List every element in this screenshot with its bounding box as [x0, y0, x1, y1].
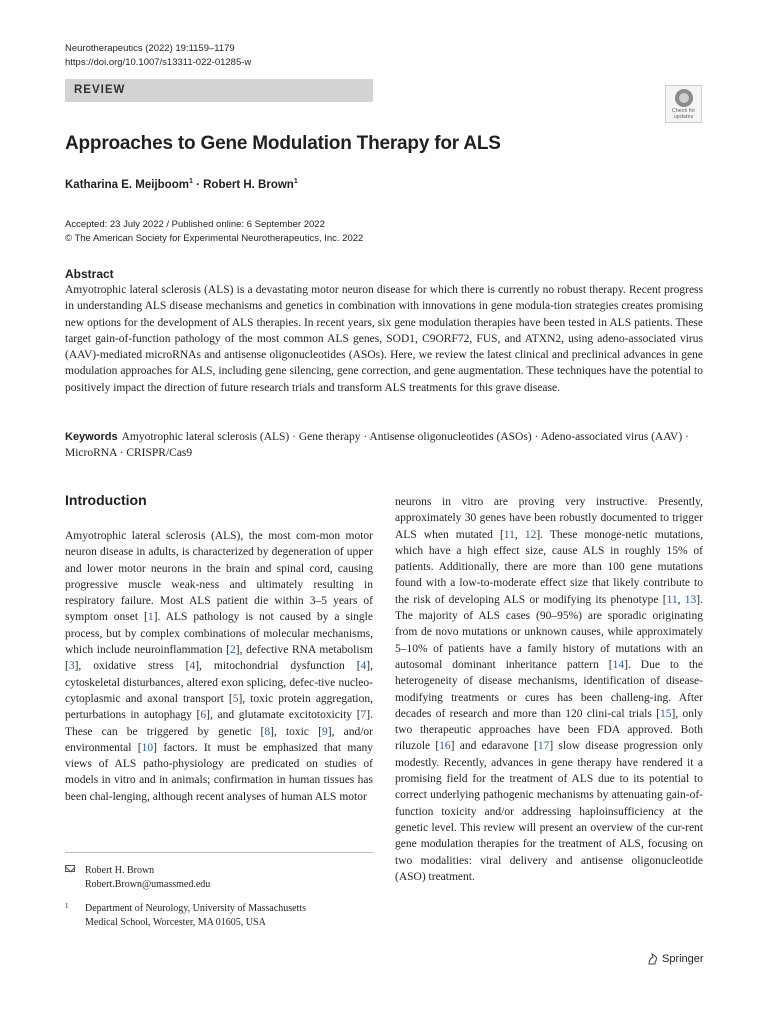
publisher-logo — [647, 953, 704, 965]
body-text: neurons in vitro are proving very instructive. Presently, approximately 30 genes have been robustly documented to trigger ALS when mutated [ — [395, 496, 703, 541]
springer-horse-icon — [647, 953, 659, 965]
citation-link[interactable]: 11 — [666, 593, 678, 606]
abstract-heading: Abstract — [65, 267, 114, 281]
footnote-divider — [65, 852, 373, 853]
citation-link[interactable]: 7 — [360, 709, 367, 722]
citation-link[interactable]: 4 — [360, 660, 367, 673]
author-name[interactable]: Robert H. Brown — [203, 178, 294, 191]
citation-link[interactable]: 14 — [612, 658, 625, 671]
body-text: ]. ALS pathology is not caused by a single process, but by complex combinations of molecular mechanisms, which include neuroinflammation [ — [65, 611, 373, 657]
body-text: ], mitochondrial dysfunction [ — [195, 660, 361, 673]
citation-link[interactable]: 2 — [230, 644, 236, 657]
body-text: ]. Due to the heterogeneity of disease mechanisms, identification of disease-modifying treatments or cures has been challeng-ing. After decades of research and more than 120 clini-cal trials [ — [395, 658, 703, 720]
citation-link[interactable]: 13 — [684, 593, 697, 606]
body-text: ]. These monoge-netic mutations, which have a high effect size, cause ALS in roughly 15% of patients. Additionally, there are more than 100 gene mutations found with a low-to-moderate effect size that likely contribute to the risk of developing ALS or modifying its phenotype [ — [395, 528, 704, 606]
citation-link[interactable]: 16 — [439, 740, 451, 753]
citation-link[interactable]: 12 — [524, 528, 537, 541]
publication-dates — [65, 218, 363, 246]
check-updates-line1: Check for — [671, 108, 696, 114]
introduction-left-column — [65, 528, 373, 805]
crossmark-icon — [675, 89, 693, 107]
citation-link[interactable]: 6 — [200, 709, 207, 722]
citation-link[interactable]: 11 — [503, 528, 515, 541]
envelope-icon — [65, 865, 75, 872]
correspondence-name: Robert H. Brown — [85, 865, 155, 876]
abstract-text: Amyotrophic lateral sclerosis (ALS) is a devastating motor neuron disease for which there is currently no robust therapy. Recent progress in understanding ALS disease mechanisms and genetics in combination with innovations in gene modula-tion strategies creates promising new options for the development of ALS therapies. In recent years, six gene modulation therapies have been tested in ALS patients. These target gain-of-function pathology of the most common ALS genes, SOD1, C9ORF72, FUS, and ATXN2, using adeno-associated virus (AAV)-mediated microRNAs and antisense oligonucleotides (ASOs). Here, we review the latest clinical and preclinical advances in gene modulation approaches for ALS, including gene silencing, gene correction, and gene augmentation. These techniques have the potential to positively impact the direction of future research trials and transform ALS treatments for this grave disease. — [65, 284, 703, 394]
citation-link[interactable]: 8 — [264, 725, 271, 738]
journal-reference — [65, 42, 251, 70]
affiliation-footnote — [65, 902, 306, 929]
journal-citation: Neurotherapeutics (2022) 19:1159–1179 — [65, 43, 235, 54]
body-text: ] slow disease progression only modestly. Recently, advances in gene therapy have rendered it a promising field for the treatment of ALS due to its potential to correct underlying pathogenic mechanisms by attenuating gain-of-function toxicity and/or addressing haploinsufficiency at the genetic level. This review will present an overview of the cur-rent gene modulation therapies for the treatment of ALS, focusing on two modalities: viral delivery and antisense oligonucleotide (ASO) treatment. — [395, 740, 704, 883]
keywords-list: Amyotrophic lateral sclerosis (ALS) · Gene therapy · Antisense oligonucleotides (ASOs) · Adeno-associated virus (AAV) · MicroRNA · CRISPR/Cas9 — [65, 431, 689, 459]
author-list — [65, 178, 298, 191]
body-text: ], toxic protein aggregation, perturbations in autophagy [ — [65, 692, 373, 722]
citation-link[interactable]: 17 — [537, 740, 550, 753]
affiliation-line: Medical School, Worcester, MA 01605, USA — [85, 916, 266, 928]
citation-link[interactable]: 4 — [189, 660, 196, 673]
keywords-section — [65, 430, 703, 461]
body-text: , — [514, 528, 525, 541]
citation-link[interactable]: 3 — [68, 660, 75, 673]
body-text: ]. The majority of ALS cases (90–95%) are sporadic originating from de novo mutations or unknown causes, while approximately 5–10% of patients have a family history of mutations with an autosomal dominant inheritance pattern [ — [395, 593, 703, 671]
author-separator: · — [192, 178, 204, 191]
introduction-heading: Introduction — [65, 492, 147, 508]
published-date: / Published online: 6 September 2022 — [163, 219, 325, 230]
author-name[interactable]: Katharina E. Meijboom — [65, 178, 189, 191]
affiliation-line: Department of Neurology, University of Massachusetts — [85, 903, 306, 914]
correspondence-footnote — [65, 864, 210, 891]
body-text: Amyotrophic lateral sclerosis (ALS), the most com-mon motor neuron disease in adults, is characterized by degeneration of upper and lower motor neurons in the brain and spinal cord, causing progressive muscle weak-ness and ultimately resulting in respiratory failure. Most ALS patient die within 3–5 years of symptom onset [ — [65, 530, 373, 624]
author-affiliation-marker: 1 — [188, 178, 193, 185]
citation-link[interactable]: 1 — [147, 611, 154, 624]
body-text: ], cytoskeletal disturbances, altered exon splicing, defec-tive nucleo-cytoplasmic and axonal transport [ — [65, 660, 373, 705]
introduction-right-column — [395, 494, 703, 885]
citation-link[interactable]: 10 — [141, 741, 154, 754]
check-for-updates-button[interactable] — [665, 85, 702, 123]
article-type-bar: REVIEW — [65, 79, 373, 102]
author-affiliation-marker: 1 — [293, 178, 298, 185]
body-text: ], and glutamate excitotoxicity [ — [206, 709, 361, 722]
body-text: ]. These can be triggered by genetic [ — [65, 709, 373, 738]
body-text: , — [677, 593, 685, 606]
affiliation-number: 1 — [65, 902, 69, 910]
publisher-name: Springer — [662, 953, 704, 965]
citation-link[interactable]: 15 — [660, 707, 672, 720]
body-text: ], only two therapeutic approaches have been FDA approved. Both riluzole [ — [395, 707, 703, 753]
citation-link[interactable]: 9 — [322, 725, 328, 738]
correspondence-email[interactable]: Robert.Brown@umassmed.edu — [85, 878, 211, 890]
body-text: ], toxic [ — [270, 725, 322, 738]
accepted-date: Accepted: 23 July 2022 — [65, 219, 164, 230]
copyright-notice: © The American Society for Experimental Neurotherapeutics, Inc. 2022 — [65, 233, 364, 244]
body-text: ], defective RNA metabolism [ — [65, 644, 373, 673]
paper-title: Approaches to Gene Modulation Therapy for ALS — [65, 133, 501, 154]
doi-link[interactable]: https://doi.org/10.1007/s13311-022-01285-w — [65, 57, 252, 68]
body-text: ], and/or environmental [ — [65, 725, 374, 754]
body-text: ] factors. It must be emphasized that many views of ALS patho-physiology are predicated on studies of models in vitro and in animals; confirmation in human tissues has been chal-lenging, although recent analyses of human ALS motor — [65, 741, 373, 803]
body-text: ], oxidative stress [ — [74, 660, 190, 673]
body-text: ] and edaravone [ — [450, 740, 538, 753]
keywords-label: Keywords — [65, 431, 118, 443]
citation-link[interactable]: 5 — [232, 692, 239, 705]
check-updates-line2: updates — [673, 114, 694, 120]
